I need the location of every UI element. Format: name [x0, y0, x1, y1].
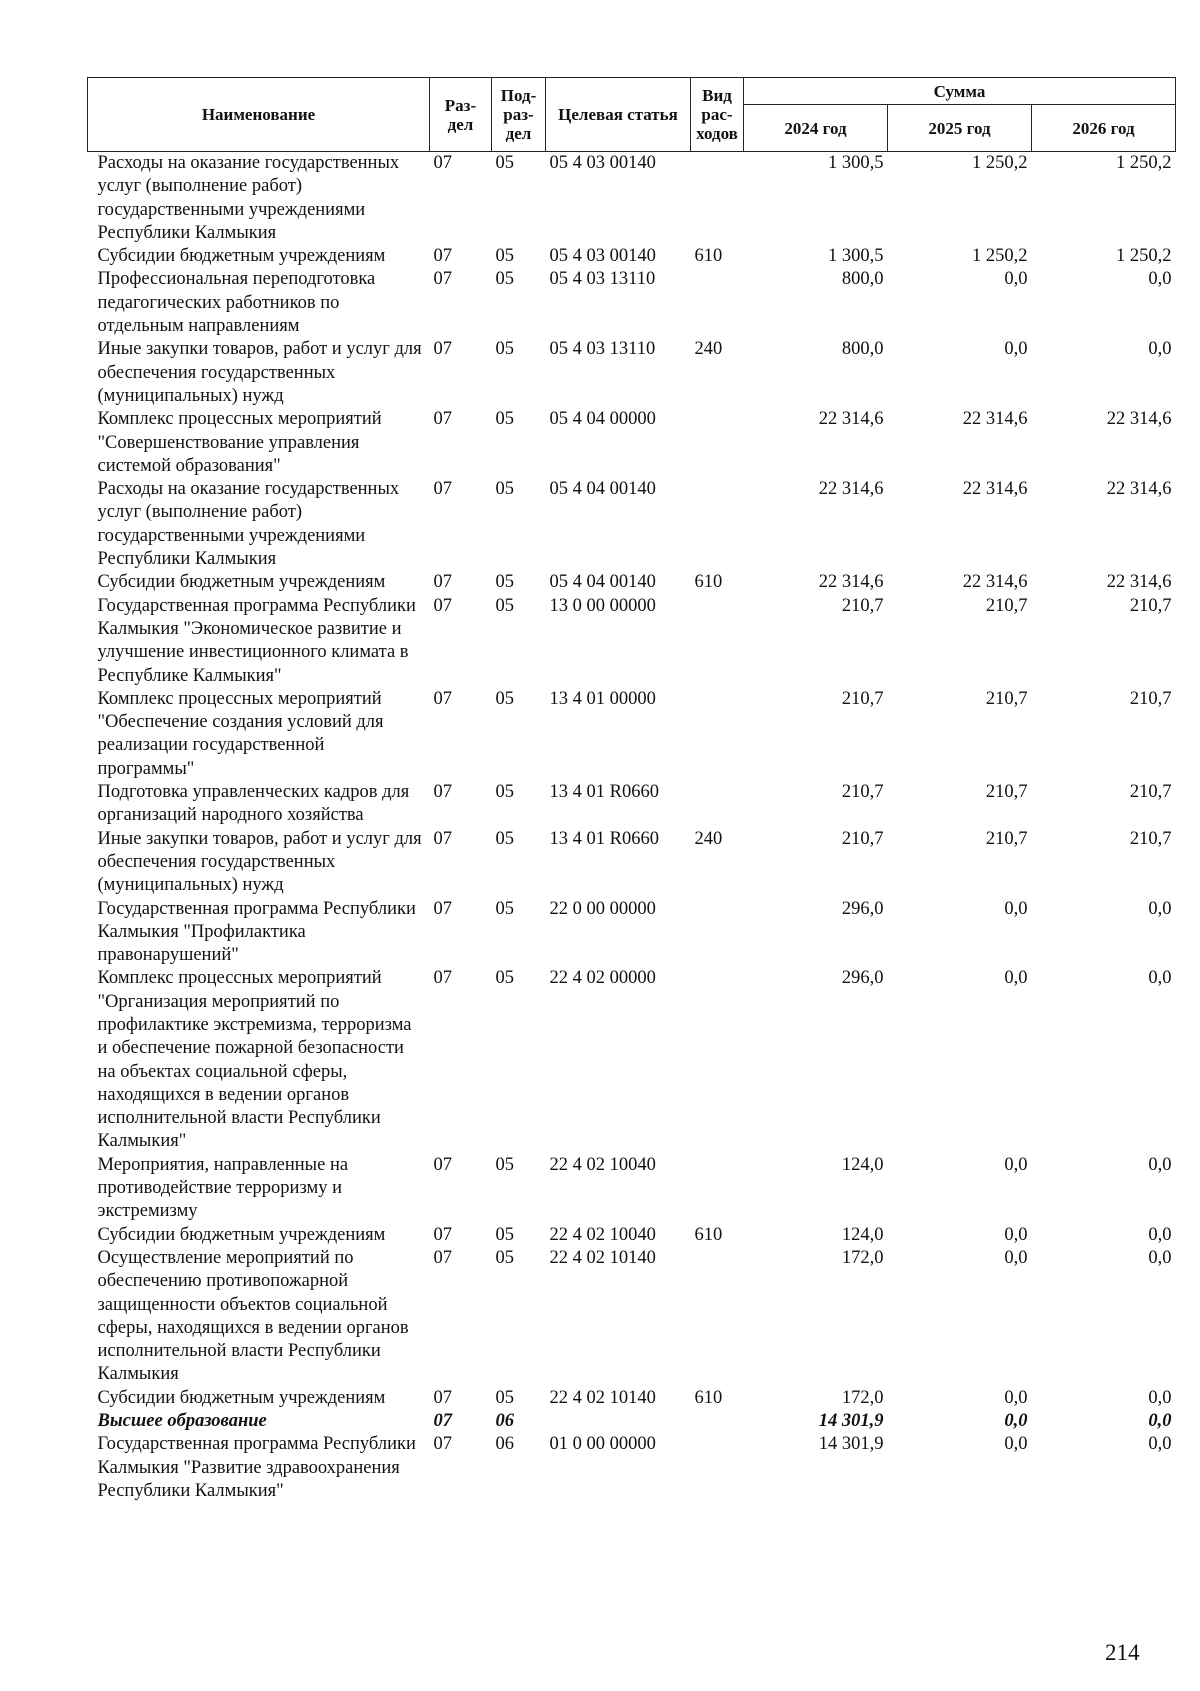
table-row: [88, 1410, 1176, 1433]
row-amount-2024: 124,0: [841, 1224, 884, 1245]
row-amount-2025: 210,7: [985, 595, 1028, 616]
page-number: 214: [1105, 1640, 1140, 1665]
row-amount-2026: 0,0: [1148, 1387, 1172, 1408]
table-row: [88, 338, 1176, 408]
row-name: Высшее образование: [97, 1411, 267, 1432]
row-name: Иные закупки товаров, работ и услуг для обеспечения государственных (муниципальных) нужд: [97, 828, 422, 896]
row-podrazdel: 05: [495, 339, 514, 360]
row-razdel: 07: [433, 688, 452, 709]
row-razdel: 07: [433, 339, 452, 360]
row-amount-2026: 0,0: [1148, 898, 1172, 919]
table-row: [88, 408, 1176, 478]
row-target: 05 4 04 00140: [549, 572, 656, 593]
table-row: [88, 245, 1176, 268]
row-amount-2026: 0,0: [1148, 968, 1172, 989]
row-target: 13 4 01 00000: [549, 688, 656, 709]
row-vid: [691, 781, 744, 828]
row-name: Комплекс процессных мероприятий "Организация мероприятий по профилактике экстремизма, терроризма и обеспечение пожарной безопасности на объектах социальной сферы, находящихся в ведении органов исполнительной власти Республики Калмыкия": [97, 968, 412, 1152]
row-amount-2024: 14 301,9: [818, 1434, 884, 1455]
header-name: Наименование: [88, 78, 430, 152]
row-podrazdel: 05: [495, 688, 514, 709]
header-year-2026: 2026 год: [1032, 105, 1176, 152]
row-vid: [691, 1247, 744, 1387]
row-amount-2024: 296,0: [841, 898, 884, 919]
row-razdel: 07: [433, 479, 452, 500]
row-podrazdel: 05: [495, 479, 514, 500]
table-row: [88, 828, 1176, 898]
row-amount-2026: 0,0: [1148, 1154, 1172, 1175]
row-podrazdel: 05: [495, 409, 514, 430]
row-amount-2024: 22 314,6: [818, 479, 884, 500]
row-target: 22 4 02 10040: [549, 1224, 656, 1245]
row-target: 22 4 02 00000: [549, 968, 656, 989]
row-podrazdel: 05: [495, 782, 514, 803]
row-amount-2024: 22 314,6: [818, 409, 884, 430]
row-name: Осуществление мероприятий по обеспечению противопожарной защищенности объектов социальной сферы, находящихся в ведении органов исполнительной власти Республики Калмыкия: [97, 1247, 409, 1385]
row-name: Мероприятия, направленные на противодействие терроризму и экстремизму: [97, 1154, 349, 1222]
row-podrazdel: 05: [495, 246, 514, 267]
row-amount-2025: 0,0: [1004, 1247, 1028, 1268]
row-name: Субсидии бюджетным учреждениям: [97, 572, 386, 593]
row-name: Государственная программа Республики Калмыкия "Профилактика правонарушений": [97, 898, 416, 966]
row-vid: [691, 478, 744, 571]
table-row: [88, 478, 1176, 571]
row-amount-2024: 296,0: [841, 968, 884, 989]
row-target: 05 4 04 00000: [549, 409, 656, 430]
row-amount-2025: 0,0: [1004, 1387, 1028, 1408]
row-name: Комплекс процессных мероприятий "Совершенствование управления системой образования": [97, 409, 382, 476]
row-razdel: 07: [433, 1154, 452, 1175]
table-row: [88, 1154, 1176, 1224]
row-vid: [691, 152, 744, 246]
row-razdel: 07: [433, 828, 452, 849]
row-name: Государственная программа Республики Калмыкия "Экономическое развитие и улучшение инвестиционного климата в Республике Калмыкия": [97, 595, 416, 686]
row-amount-2026: 0,0: [1148, 269, 1172, 290]
row-name: Субсидии бюджетным учреждениям: [97, 246, 386, 267]
row-target: 05 4 03 13110: [549, 339, 656, 360]
row-podrazdel: 05: [495, 1247, 514, 1268]
table-row: [88, 898, 1176, 968]
row-amount-2024: 800,0: [841, 269, 884, 290]
row-vid: [691, 1433, 744, 1503]
row-razdel: 07: [433, 782, 452, 803]
row-vid: [691, 898, 744, 968]
row-amount-2025: 210,7: [985, 688, 1028, 709]
row-podrazdel: 05: [495, 1154, 514, 1175]
row-target: 13 4 01 R0660: [549, 782, 659, 803]
row-vid: [691, 967, 744, 1153]
row-amount-2025: 0,0: [1004, 269, 1028, 290]
row-vid: [691, 408, 744, 478]
row-vid: [691, 268, 744, 338]
header-razdel: Раз- дел: [430, 78, 492, 152]
row-name: Субсидии бюджетным учреждениям: [97, 1387, 386, 1408]
row-name: Субсидии бюджетным учреждениям: [97, 1224, 386, 1245]
row-amount-2025: 0,0: [1004, 898, 1028, 919]
row-amount-2024: 1 300,5: [828, 246, 884, 267]
row-vid: [691, 1410, 744, 1433]
row-amount-2025: 0,0: [1004, 1154, 1028, 1175]
header-podrazdel: Под- раз- дел: [492, 78, 546, 152]
row-razdel: 07: [433, 572, 452, 593]
row-razdel: 07: [433, 1247, 452, 1268]
row-amount-2026: 1 250,2: [1116, 153, 1172, 173]
header-year-2024: 2024 год: [744, 105, 888, 152]
row-amount-2026: 210,7: [1129, 782, 1172, 803]
row-vid: 610: [694, 246, 723, 267]
row-amount-2026: 210,7: [1129, 688, 1172, 709]
row-amount-2025: 210,7: [985, 782, 1028, 803]
row-target: 05 4 03 00140: [549, 246, 656, 267]
row-podrazdel: 05: [495, 828, 514, 849]
row-amount-2024: 172,0: [841, 1387, 884, 1408]
row-podrazdel: 06: [495, 1411, 514, 1432]
header-year-2025: 2025 год: [888, 105, 1032, 152]
row-amount-2025: 0,0: [1004, 1224, 1028, 1245]
row-razdel: 07: [433, 898, 452, 919]
budget-table: [87, 77, 1176, 1503]
header-summa: Сумма: [744, 78, 1176, 105]
row-amount-2026: 0,0: [1148, 1411, 1172, 1432]
row-podrazdel: 05: [495, 595, 514, 616]
row-vid: 240: [694, 339, 723, 360]
table-row: [88, 1224, 1176, 1247]
row-amount-2026: 22 314,6: [1106, 479, 1172, 500]
row-target: [546, 1410, 691, 1433]
row-podrazdel: 05: [495, 898, 514, 919]
row-target: 05 4 03 00140: [549, 153, 656, 173]
row-amount-2025: 210,7: [985, 828, 1028, 849]
row-amount-2024: 172,0: [841, 1247, 884, 1268]
row-razdel: 07: [433, 1224, 452, 1245]
table-row: [88, 571, 1176, 594]
row-amount-2025: 22 314,6: [962, 572, 1028, 593]
row-amount-2026: 22 314,6: [1106, 409, 1172, 430]
row-amount-2026: 1 250,2: [1116, 246, 1172, 267]
header-vid: Вид рас- ходов: [691, 78, 744, 152]
row-target: 22 4 02 10140: [549, 1247, 656, 1268]
row-amount-2026: 210,7: [1129, 595, 1172, 616]
row-amount-2025: 1 250,2: [972, 153, 1028, 173]
row-target: 22 4 02 10140: [549, 1387, 656, 1408]
row-vid: 240: [694, 828, 723, 849]
row-vid: [691, 1154, 744, 1224]
row-podrazdel: 05: [495, 572, 514, 593]
table-row: [88, 268, 1176, 338]
row-podrazdel: 05: [495, 1387, 514, 1408]
row-amount-2025: 22 314,6: [962, 479, 1028, 500]
row-podrazdel: 05: [495, 153, 514, 173]
row-target: 05 4 03 13110: [549, 269, 656, 290]
table-row: [88, 781, 1176, 828]
row-podrazdel: 06: [495, 1434, 514, 1455]
row-name: Иные закупки товаров, работ и услуг для обеспечения государственных (муниципальных) нужд: [97, 339, 422, 406]
row-vid: 610: [694, 1224, 723, 1245]
row-amount-2024: 210,7: [841, 595, 884, 616]
row-amount-2026: 210,7: [1129, 828, 1172, 849]
table-row: [88, 595, 1176, 688]
table-header: [88, 78, 1176, 152]
row-vid: [691, 595, 744, 688]
row-amount-2026: 0,0: [1148, 1434, 1172, 1455]
table-body: [88, 152, 1176, 1504]
row-amount-2026: 0,0: [1148, 1224, 1172, 1245]
row-amount-2024: 22 314,6: [818, 572, 884, 593]
row-razdel: 07: [433, 409, 452, 430]
row-amount-2024: 124,0: [841, 1154, 884, 1175]
row-amount-2024: 210,7: [841, 782, 884, 803]
row-name: Государственная программа Республики Калмыкия "Развитие здравоохранения Республики Калмыкия": [97, 1434, 416, 1501]
row-amount-2025: 0,0: [1004, 1434, 1028, 1455]
row-amount-2024: 210,7: [841, 828, 884, 849]
row-name: Профессиональная переподготовка педагогических работников по отдельным направлениям: [97, 269, 376, 337]
row-target: 01 0 00 00000: [549, 1434, 656, 1455]
row-razdel: 07: [433, 1411, 452, 1432]
row-razdel: 07: [433, 1434, 452, 1455]
table-row: [88, 1433, 1176, 1503]
row-amount-2024: 800,0: [841, 339, 884, 360]
row-razdel: 07: [433, 153, 452, 173]
row-amount-2025: 0,0: [1004, 968, 1028, 989]
row-name: Расходы на оказание государственных услуг (выполнение работ) государственными учреждениями Республики Калмыкия: [97, 153, 400, 243]
header-target: Целевая статья: [546, 78, 691, 152]
row-amount-2025: 0,0: [1004, 1411, 1028, 1432]
row-amount-2026: 22 314,6: [1106, 572, 1172, 593]
table-row: [88, 1387, 1176, 1410]
table-row: [88, 967, 1176, 1153]
row-vid: 610: [694, 1387, 723, 1408]
row-amount-2026: 0,0: [1148, 339, 1172, 360]
table-row: [88, 152, 1176, 246]
row-razdel: 07: [433, 269, 452, 290]
row-razdel: 07: [433, 1387, 452, 1408]
row-name: Комплекс процессных мероприятий "Обеспечение создания условий для реализации государственной программы": [97, 688, 384, 779]
row-razdel: 07: [433, 968, 452, 989]
row-target: 22 4 02 10040: [549, 1154, 656, 1175]
row-podrazdel: 05: [495, 269, 514, 290]
row-amount-2025: 0,0: [1004, 339, 1028, 360]
row-razdel: 07: [433, 595, 452, 616]
row-amount-2024: 210,7: [841, 688, 884, 709]
row-target: 22 0 00 00000: [549, 898, 656, 919]
row-amount-2025: 22 314,6: [962, 409, 1028, 430]
row-amount-2025: 1 250,2: [972, 246, 1028, 267]
row-amount-2026: 0,0: [1148, 1247, 1172, 1268]
row-amount-2024: 1 300,5: [828, 153, 884, 173]
row-vid: 610: [694, 572, 723, 593]
row-vid: [691, 688, 744, 781]
row-target: 13 4 01 R0660: [549, 828, 659, 849]
table-row: [88, 688, 1176, 781]
row-podrazdel: 05: [495, 968, 514, 989]
row-podrazdel: 05: [495, 1224, 514, 1245]
table-row: [88, 1247, 1176, 1387]
row-target: 05 4 04 00140: [549, 479, 656, 500]
row-amount-2024: 14 301,9: [818, 1411, 884, 1432]
row-razdel: 07: [433, 246, 452, 267]
row-target: 13 0 00 00000: [549, 595, 656, 616]
row-name: Расходы на оказание государственных услуг (выполнение работ) государственными учреждениями Республики Калмыкия: [97, 479, 400, 570]
row-name: Подготовка управленческих кадров для организаций народного хозяйства: [97, 782, 410, 826]
